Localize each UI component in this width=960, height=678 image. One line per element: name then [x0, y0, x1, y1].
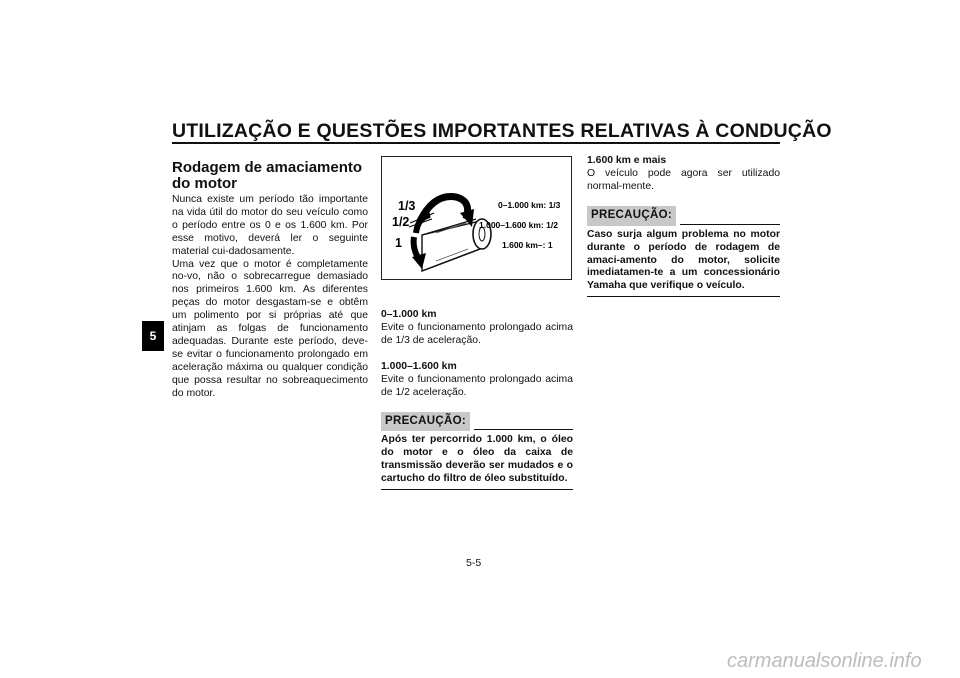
fig-label-half: 1/2 [392, 215, 410, 229]
caution-badge: PRECAUÇÃO: [587, 206, 676, 226]
header-rule [172, 142, 780, 144]
caution-text: Após ter percorrido 1.000 km, o óleo do motor e o óleo da caixa de transmissão deverão ser mudados e o cartucho do filtro de óleo substituído. [381, 434, 573, 490]
breakin-paragraph: Uma vez que o motor é completamente no-vo, não o sobrecarregue demasiado nos primeiros 1.600 km. As diferentes peças do motor desgastam-se e obtêm um polimento por si próprias até que atinjam as folgas de funcionamento adequadas. Durante este período, deve-se evitar o funcionamento prolongado em aceleração máxima ou qualquer condição que possa resultar no sobreaquecimento do motor. [172, 258, 368, 399]
caution-rule [474, 429, 573, 430]
fig-label-full: 1 [395, 236, 402, 250]
range2-title: 1.000–1.600 km [381, 360, 457, 372]
fig-legend-2: 1.000–1.600 km: 1/2 [479, 220, 558, 230]
fig-legend-1: 0–1.000 km: 1/3 [498, 200, 561, 210]
fig-label-third: 1/3 [398, 199, 416, 213]
caution-box-oil [381, 409, 573, 490]
page-header-title: UTILIZAÇÃO E QUESTÕES IMPORTANTES RELATIVAS À CONDUÇÃO [172, 120, 832, 142]
range3-title: 1.600 km e mais [587, 155, 667, 166]
range1-title: 0–1.000 km [381, 309, 437, 320]
fig-legend-3: 1.600 km–: 1 [502, 240, 553, 250]
section-title: Rodagem de amaciamento do motor [172, 159, 363, 192]
caution-badge: PRECAUÇÃO: [381, 412, 470, 432]
column-right [587, 155, 780, 297]
chapter-tab: 5 [142, 321, 164, 351]
column-left [172, 160, 368, 401]
page-number: 5-5 [466, 557, 482, 569]
caution-rule [680, 224, 780, 225]
intro-paragraph: Nunca existe um período tão importante na vida útil do motor do seu veículo como o período entre os 0 e os 1.600 km. Por esse motivo, deverá ler o seguinte material cui-dadosamente. [172, 194, 368, 257]
caution-text: Caso surja algum problema no motor durante o período de rodagem de amaci-amento do motor, solicite imediatamen-te a um concessionário Yamaha que verifique o veículo. [587, 229, 780, 298]
range3-text: O veículo pode agora ser utilizado normal-mente. [587, 167, 780, 192]
range2-text: Evite o funcionamento prolongado acima de 1/2 aceleração. [381, 373, 573, 398]
column-middle [381, 309, 573, 490]
throttle-grip-illustration [382, 157, 571, 279]
caution-box-engine [587, 204, 780, 298]
watermark: carmanualsonline.info [727, 650, 922, 672]
range1-text: Evite o funcionamento prolongado acima de 1/3 de aceleração. [381, 321, 573, 346]
throttle-figure [381, 156, 572, 280]
